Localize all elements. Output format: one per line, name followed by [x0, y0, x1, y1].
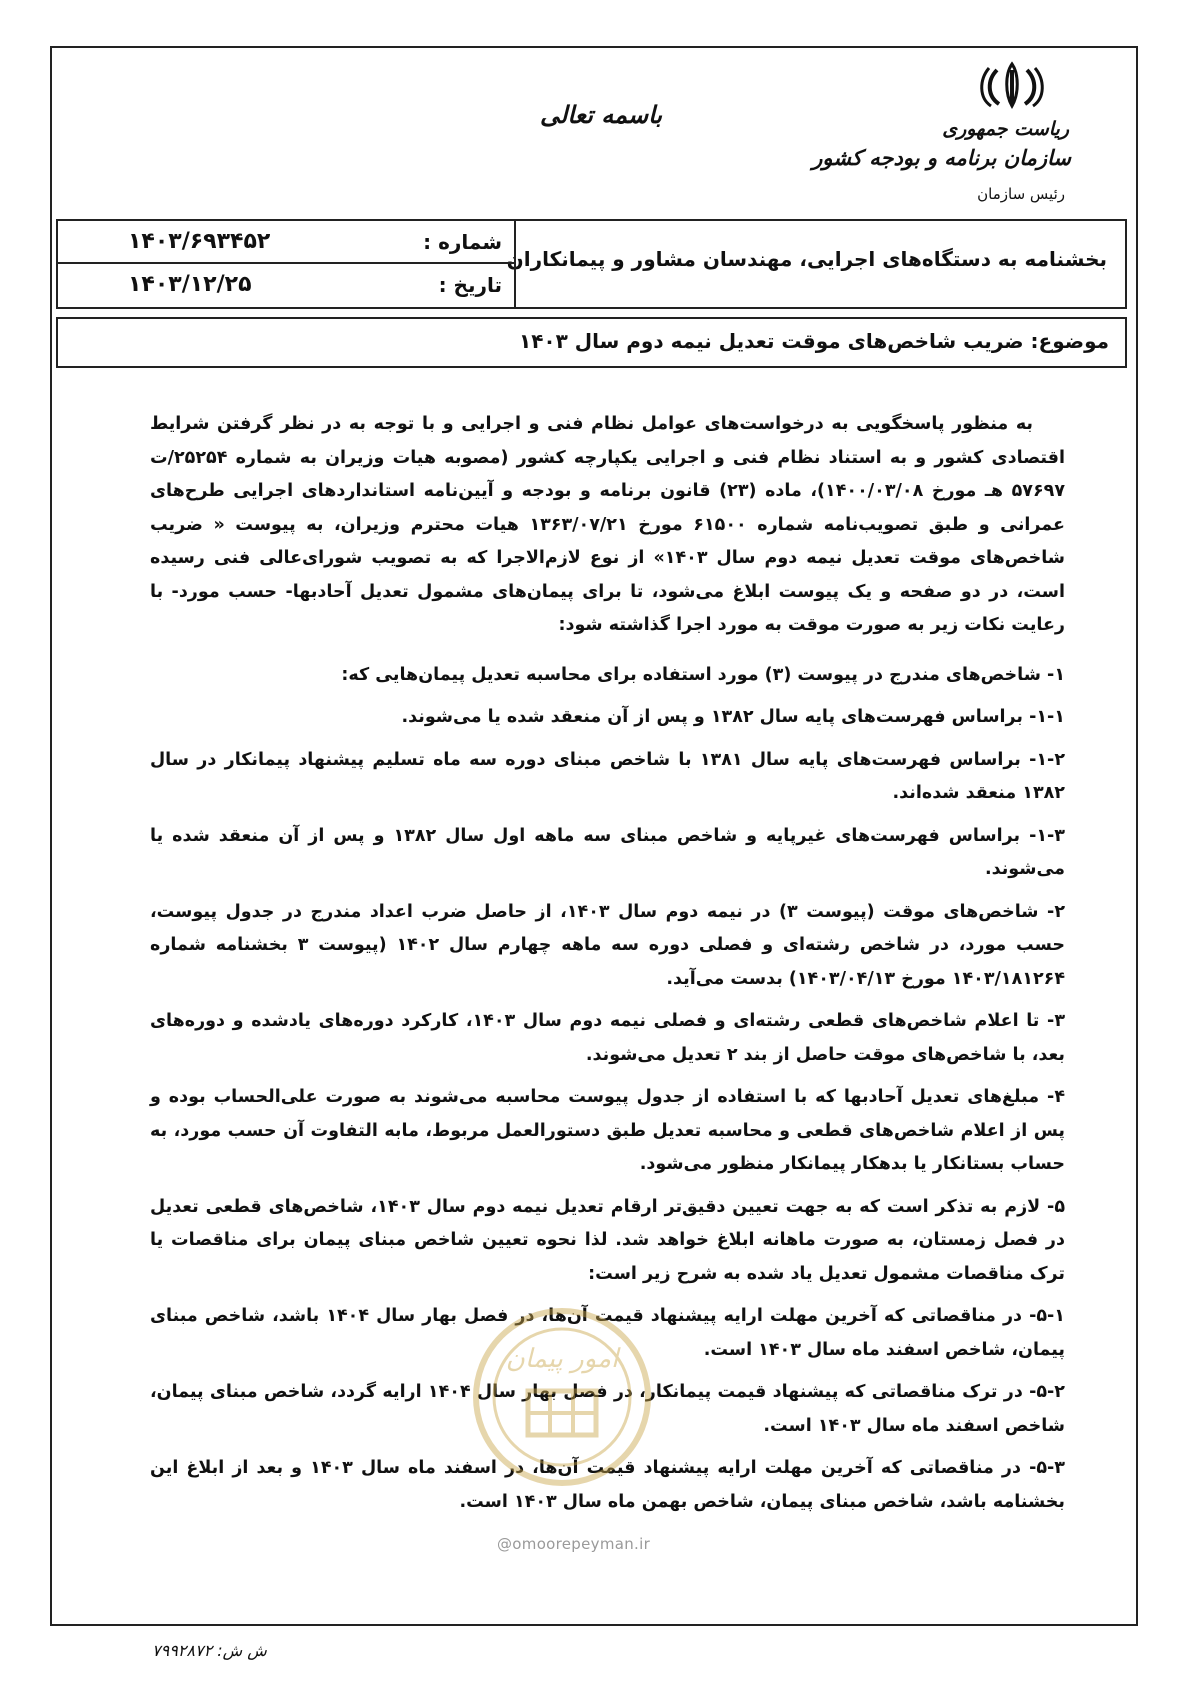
- footer-code: ش ش: ۷۹۹۲۸۷۲: [152, 1641, 267, 1660]
- clause-5-2: ۵-۲- در ترک مناقصاتی که پیشنهاد قیمت پیمانکار، در فصل بهار سال ۱۴۰۴ ارایه گردد، شاخص مبنای پیمان، شاخص اسفند ماه سال ۱۴۰۳ است.: [150, 1382, 1065, 1436]
- letter-header-box: [56, 219, 1127, 309]
- clause-5-3: ۵-۳- در مناقصاتی که آخرین مهلت ارایه پیشنهاد قیمت آن‌ها، در اسفند ماه سال ۱۴۰۳ و بعد از ابلاغ این بخشنامه باشد، شاخص مبنای پیمان، شاخص بهمن ماه سال ۱۴۰۳ است.: [150, 1458, 1065, 1512]
- clause-3: ۳- تا اعلام شاخص‌های قطعی رشته‌ای و فصلی نیمه دوم سال ۱۴۰۳، کارکرد دوره‌های یادشده و دوره‌های بعد، با شاخص‌های موقت حاصل از بند ۲ تعدیل می‌شوند.: [150, 1011, 1065, 1065]
- letter-meta: [58, 221, 516, 307]
- recipients-text: بخشنامه به دستگاه‌های اجرایی، مهندسان مشاور و پیمانکاران: [506, 247, 1107, 271]
- clause-5: ۵- لازم به تذکر است که به جهت تعیین دقیق‌تر ارقام تعدیل نیمه دوم سال ۱۴۰۳، شاخص‌های قطعی تعدیل در فصل زمستان، به صورت ماهانه ابلاغ خواهد شد. لذا نحوه تعیین شاخص مبنای پیمان برای مناقصات یا ترک مناقصات مشمول تعدیل یاد شده به شرح زیر است:: [150, 1196, 1066, 1284]
- watermark-text: @omoorepeyman.ir: [497, 1535, 651, 1553]
- letter-date-value: ۱۴۰۳/۱۲/۲۵: [128, 272, 252, 297]
- clause-1-1: ۱-۱- براساس فهرست‌های پایه سال ۱۳۸۲ و پس از آن منعقد شده یا می‌شوند.: [401, 707, 1065, 727]
- subject-box: [56, 317, 1127, 368]
- letter-date-row: [58, 264, 514, 307]
- org-head-title: رئیس سازمان: [977, 185, 1065, 203]
- letter-number-value: ۱۴۰۳/۶۹۳۴۵۲: [128, 229, 271, 254]
- org-president-office: ریاست جمهوری: [942, 118, 1069, 140]
- clause-1-3: ۱-۳- براساس فهرست‌های غیرپایه و شاخص مبنای سه ماهه اول سال ۱۳۸۲ و پس از آن منعقد شده یا می‌شوند.: [150, 825, 1065, 879]
- watermark-seal-icon: [470, 1305, 655, 1490]
- letter-number-label: شماره :: [423, 230, 502, 254]
- clause-5-1: ۵-۱- در مناقصاتی که آخرین مهلت ارایه پیشنهاد قیمت آن‌ها، در فصل بهار سال ۱۴۰۴ باشد، شاخص مبنای پیمان، شاخص اسفند ماه سال ۱۴۰۳ است.: [150, 1306, 1065, 1360]
- clause-2: ۲- شاخص‌های موقت (پیوست ۳) در نیمه دوم سال ۱۴۰۳، از حاصل ضرب اعداد مندرج در جدول پیوست، حسب مورد، در شاخص رشته‌ای و فصلی دوره سه ماهه چهارم سال ۱۴۰۲ (پیوست ۳ بخشنامه شماره ۱۴۰۳/۱۸۱۲۶۴ مورخ ۱۴۰۳/۰۴/۱۳) بدست می‌آید.: [150, 901, 1066, 989]
- letter-date-label: تاریخ :: [438, 273, 502, 297]
- state-emblem-icon: [977, 60, 1047, 110]
- clause-4: ۴- مبلغ‌های تعدیل آحادبها که با استفاده از جدول پیوست محاسبه می‌شوند به صورت علی‌الحساب بوده و پس از اعلام شاخص‌های قطعی و محاسبه تعدیل طبق دستورالعمل مربوط، مابه التفاوت آن حسب مورد، به حساب بستانکار یا بدهکار پیمانکار منظور می‌شود.: [150, 1087, 1065, 1174]
- intro-paragraph: به منظور پاسخگویی به درخواست‌های عوامل نظام فنی و اجرایی و با توجه به در نظر گرفتن شرایط اقتصادی کشور و به استناد نظام فنی و اجرایی یکپارچه کشور (مصوبه هیات وزیران به شماره ۲۵۲۵۴/ت ۵۷۶۹۷ هـ مورخ ۱۴۰۰/۰۳/۰۸)، ماده (۲۳) قانون برنامه و بودجه و آیین‌نامه استانداردهای اجرایی طرح‌های عمرانی و طبق تصویب‌نامه شماره ۶۱۵۰۰ مورخ ۱۳۶۳/۰۷/۲۱ هیات محترم وزیران، به پیوست « ضریب شاخص‌های موقت تعدیل نیمه دوم سال ۱۴۰۳» از نوع لازم‌الاجرا که به تصویب شورای‌عالی فنی رسیده است، در دو صفحه و یک پیوست ابلاغ می‌شود، تا برای پیمان‌های مشمول تعدیل آحادبها- حسب مورد- با رعایت نکات زیر به صورت موقت به مورد اجرا گذاشته شود:: [150, 414, 1066, 635]
- clause-1-2: ۱-۲- براساس فهرست‌های پایه سال ۱۳۸۱ با شاخص مبنای دوره سه ماه تسلیم پیشنهاد پیمانکار در سال ۱۳۸۲ منعقد شده‌اند.: [150, 749, 1066, 803]
- seal-text: امور پیمان: [505, 1344, 619, 1374]
- clause-1: ۱- شاخص‌های مندرج در پیوست (۳) مورد استفاده برای محاسبه تعدیل پیمان‌هایی که:: [341, 664, 1065, 685]
- letter-number-row: [58, 221, 514, 264]
- invocation-text: باسمه تعالی: [540, 100, 663, 129]
- subject-text: موضوع: ضریب شاخص‌های موقت تعدیل نیمه دوم سال ۱۴۰۳: [518, 329, 1109, 353]
- org-name: سازمان برنامه و بودجه کشور: [812, 145, 1071, 170]
